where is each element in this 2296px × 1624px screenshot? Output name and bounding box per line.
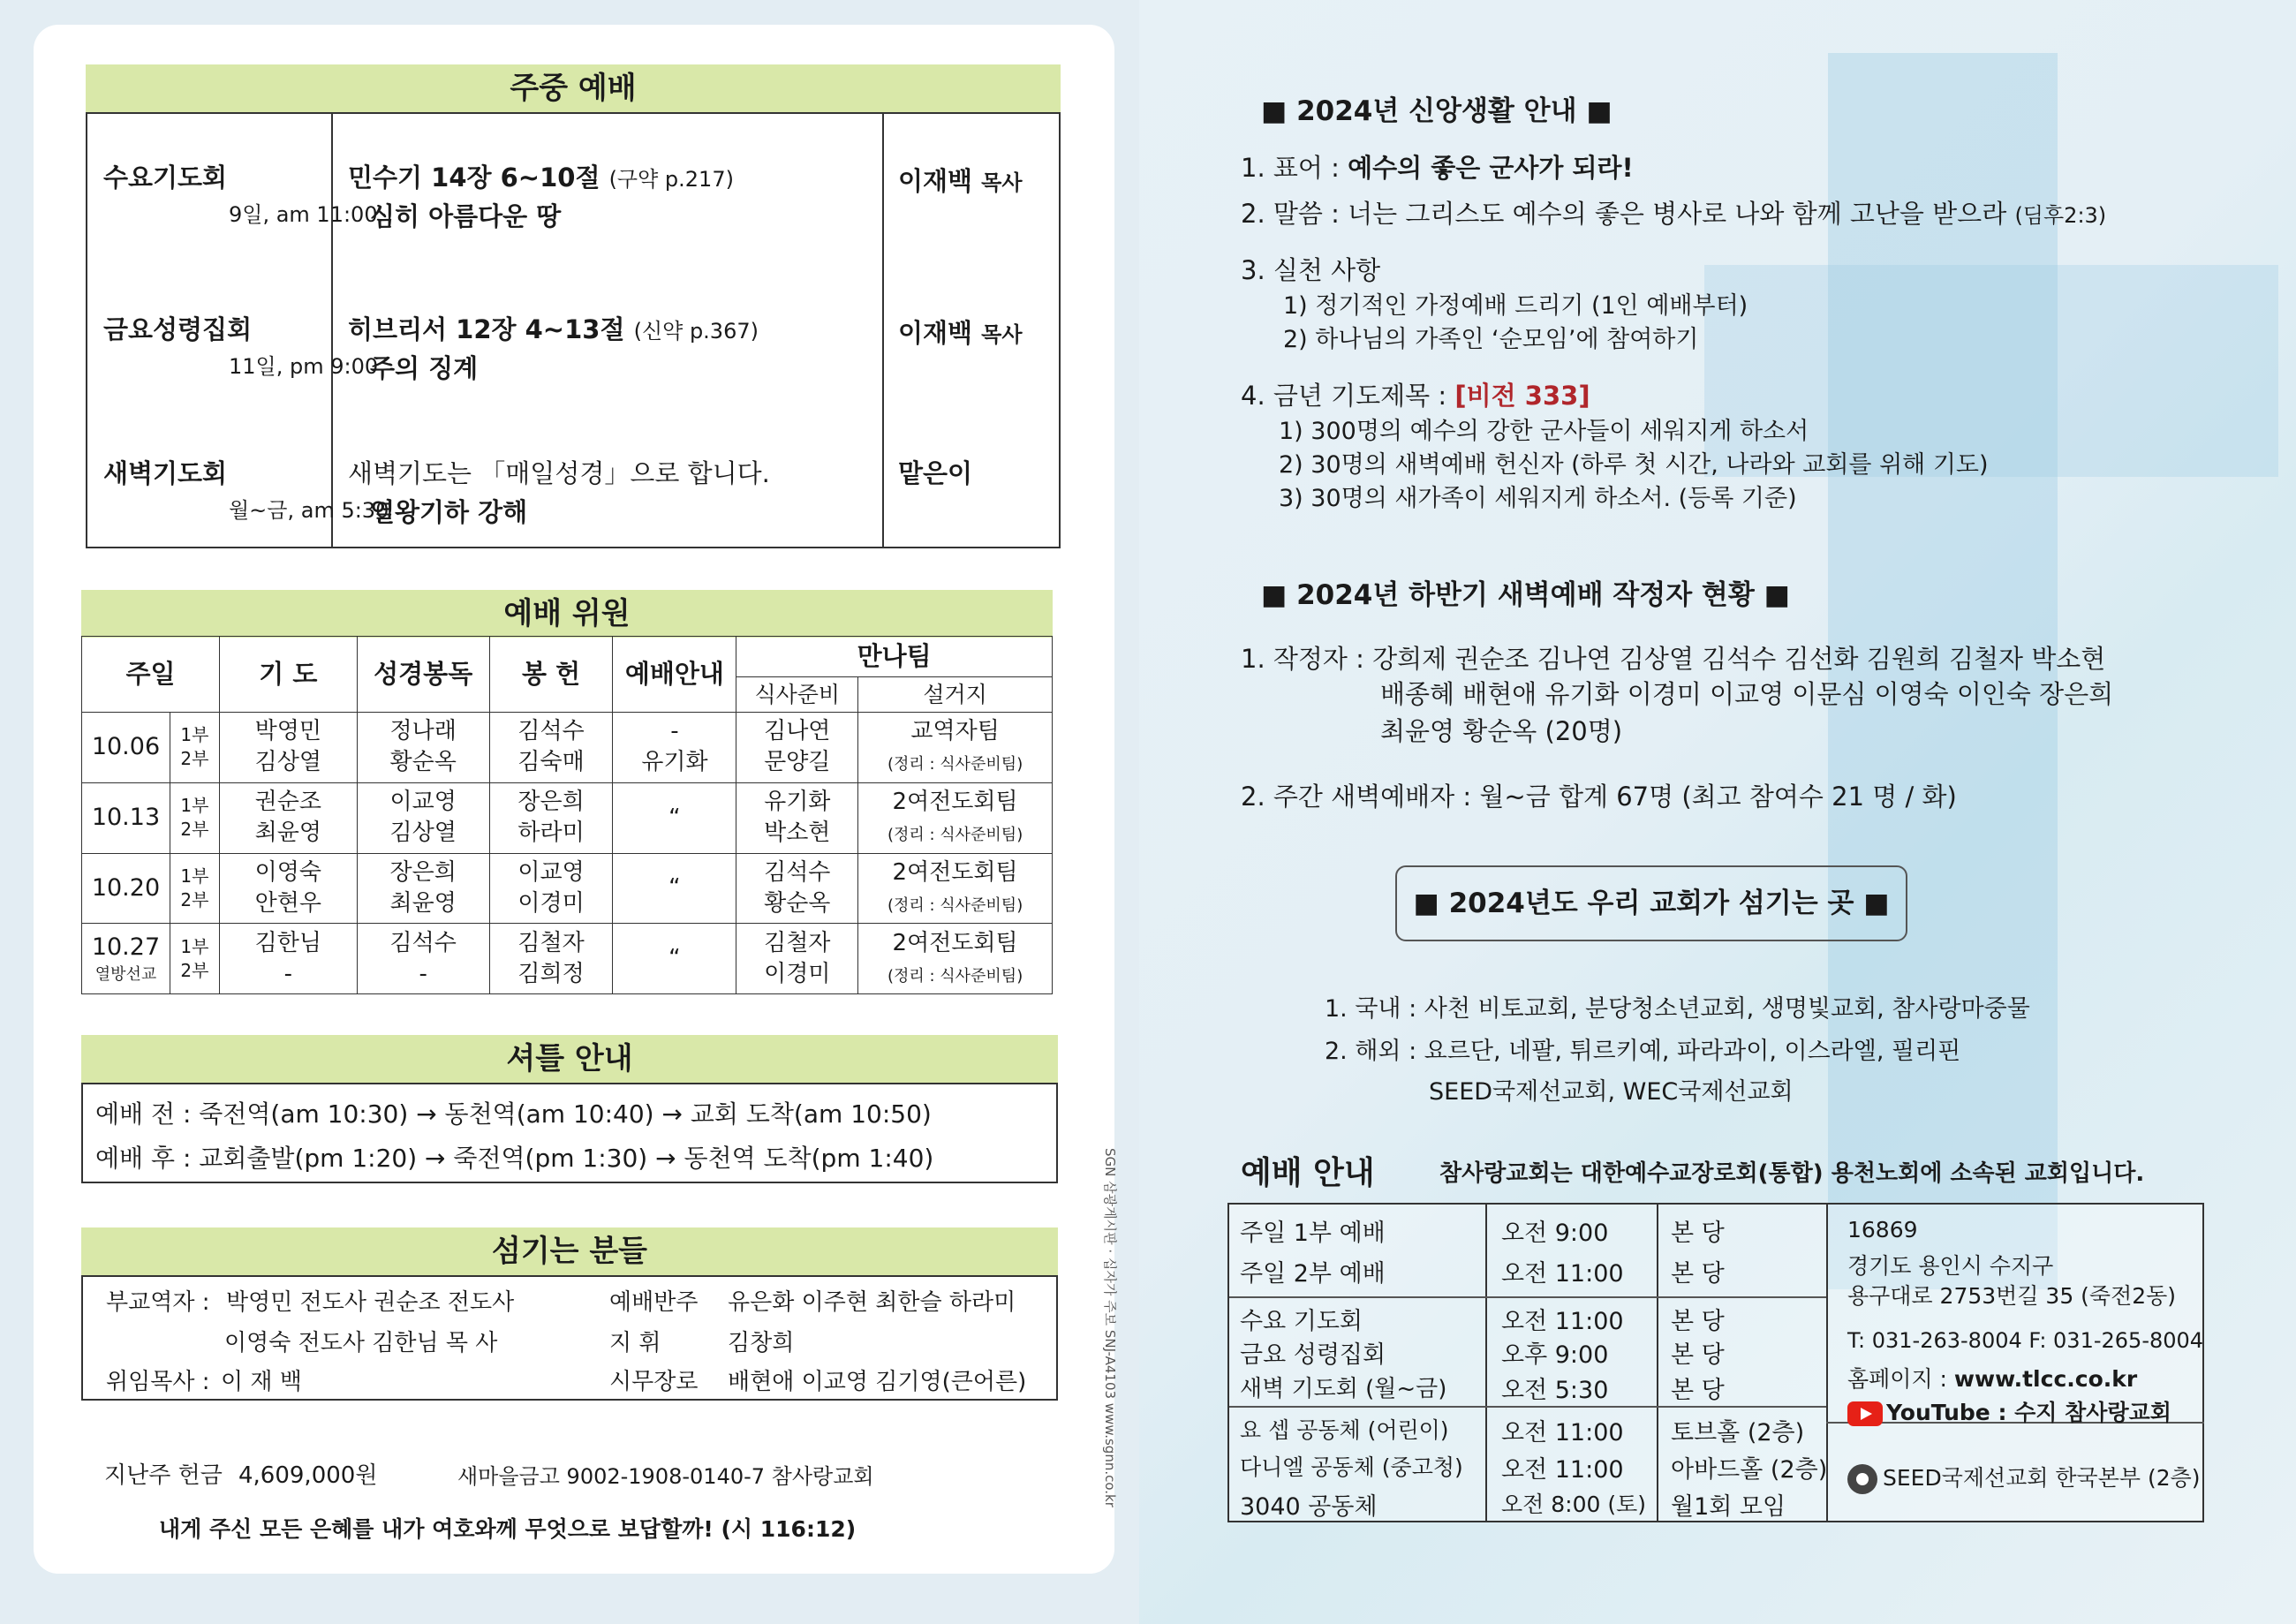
svc-time: 오전 9:00: [1501, 1220, 1609, 1247]
services-table: [1227, 1203, 2204, 1522]
staff-table-wrap: [81, 636, 1053, 994]
row-date: 10.13: [82, 782, 170, 853]
servants-box: [81, 1275, 1058, 1401]
header-day: 주일: [82, 637, 220, 713]
svc-name: 요 셉 공동체 (어린이): [1240, 1417, 1449, 1443]
svc-place: 아바드홀 (2층): [1671, 1456, 1828, 1484]
svc-place: 월1회 모임: [1671, 1493, 1786, 1521]
svc-name: 금요 성령집회: [1240, 1341, 1386, 1369]
senior-pastor: 이 재 백: [221, 1369, 302, 1395]
faith-word: 2. 말씀 : 너는 그리스도 예수의 좋은 병사로 나와 함께 고난을 받으라 (딤후2:3): [1241, 199, 2107, 229]
worship-row-wednesday: [87, 158, 1059, 299]
svc-name: 수요 기도회: [1240, 1308, 1363, 1335]
servants-title: 섬기는 분들: [81, 1227, 1058, 1275]
scripture-ref: 히브리서 12장 4~13절 (신약 p.367): [348, 314, 759, 344]
preacher: 이재백 목사: [898, 318, 1023, 348]
assoc-line1: 박영민 전도사 권순조 전도사: [226, 1289, 515, 1316]
weekday-worship-title: 주중 예배: [86, 64, 1061, 112]
row-date: 10.20: [82, 853, 170, 924]
header-reading: 성경봉독: [357, 637, 489, 713]
zip-code: 16869: [1847, 1217, 1918, 1243]
conductor: 김창희: [728, 1330, 795, 1356]
svc-place: 본 당: [1671, 1260, 1725, 1288]
staff-row: 10.13 1부 2부 권순조 최윤영 이교영 김상열 장은희 하라미 “ 유기화 박소현 2여전도회팀 (정리 : 식사준비팀): [82, 782, 1053, 853]
bible-verse: 내게 주신 모든 은혜를 내가 여호와께 무엇으로 보답할까! (시 116:12): [159, 1516, 857, 1542]
svc-place: 토브홀 (2층): [1671, 1419, 1805, 1446]
youtube-icon: [1847, 1401, 1883, 1426]
faith-title: ■ 2024년 신앙생활 안내 ■: [1261, 95, 1612, 127]
weekday-worship-table: [86, 112, 1061, 548]
svc-time: 오전 5:30: [1501, 1377, 1609, 1404]
header-team: 만나팀: [736, 637, 1053, 677]
assoc-label: 부교역자 :: [106, 1289, 210, 1316]
row-date: 10.27 열방선교: [82, 924, 170, 994]
assoc-line2: 이영숙 전도사 김한님 목 사: [224, 1330, 498, 1356]
serve-title: ■ 2024년도 우리 교회가 섬기는 곳 ■: [1395, 865, 1907, 941]
preacher: 이재백 목사: [898, 166, 1023, 196]
staff-row: 10.06 1부 2부 박영민 김상열 정나래 황순옥 김석수 김숙매 - 유기화 김나연 문양길 교역자팀 (정리 : 식사준비팀): [82, 713, 1053, 783]
address-line1: 경기도 용인시 수지구: [1847, 1253, 2054, 1279]
sermon-title: 주의 징계: [370, 353, 479, 383]
faith-prayer: 4. 금년 기도제목 : [비전 333]: [1241, 381, 1590, 411]
shuttle-title: 셔틀 안내: [81, 1035, 1058, 1083]
dawn-list-1: 1. 작정자 : 강희제 권순조 김나연 김상열 김석수 김선화 김원희 김철자 박소현: [1241, 644, 2106, 674]
svc-place: 본 당: [1671, 1220, 1725, 1247]
seed-logo-icon: [1847, 1464, 1877, 1494]
serve-abroad: 2. 해외 : 요르단, 네팔, 튀르키예, 파라과이, 이스라엘, 필리핀: [1325, 1038, 1961, 1065]
printer-credit: SGN 삼광게시판 · 십자가 주보 SNJ-A4103 www.sgnn.co.kr: [1102, 1148, 1118, 1507]
scripture-ref: 새벽기도는 「매일성경」으로 합니다.: [348, 458, 770, 488]
svc-time: 오전 11:00: [1501, 1419, 1624, 1446]
header-dishes: 설거지: [858, 677, 1053, 713]
office: 배현애 이교영 김기영(큰어른): [728, 1369, 1027, 1395]
header-meal: 식사준비: [736, 677, 858, 713]
conductor-label: 지 휘: [609, 1330, 661, 1356]
serve-domestic: 1. 국내 : 사천 비토교회, 분당청소년교회, 생명빛교회, 참사랑마중물: [1325, 995, 2030, 1023]
dawn-list-3: 최윤영 황순옥 (20명): [1380, 716, 1623, 746]
offering-amount: 4,609,000원: [238, 1462, 378, 1489]
staff-row: 10.27 열방선교 1부 2부 김한님 - 김석수 - 김철자 김희정 “ 김철자 이경미 2여전도회팀 (정리 : 식사준비팀): [82, 924, 1053, 994]
dawn-weekly: 2. 주간 새벽예배자 : 월~금 합계 67명 (최고 참여수 21 명 / 화): [1241, 782, 1957, 812]
service-time: 9일, am 11:00: [229, 202, 378, 227]
address-line2: 용구대로 2753번길 35 (죽전2동): [1847, 1283, 2177, 1309]
faith-prayer-3: 3) 30명의 새가족이 세워지게 하소서. (등록 기준): [1279, 485, 1797, 512]
worship-row-dawn: [87, 454, 1059, 542]
faith-practice-1: 1) 정기적인 가정예배 드리기 (1인 예배부터): [1283, 292, 1748, 320]
service-name: 수요기도회: [103, 162, 228, 193]
service-time: 월~금, am 5:30: [229, 498, 389, 523]
shuttle-before: 예배 전 : 죽전역(am 10:30) → 동천역(am 10:40) → 교회 도착(am 10:50): [95, 1099, 932, 1129]
sermon-title: 열왕기하 강해: [370, 497, 528, 527]
svc-name: 3040 공동체: [1240, 1493, 1378, 1521]
header-offering: 봉 헌: [489, 637, 613, 713]
youtube-link[interactable]: YouTube : 수지 참사랑교회: [1847, 1395, 2171, 1427]
svc-time: 오후 9:00: [1501, 1341, 1609, 1369]
svc-place: 본 당: [1671, 1341, 1725, 1369]
header-prayer: 기 도: [219, 637, 357, 713]
service-name: 새벽기도회: [103, 458, 228, 488]
faith-prayer-2: 2) 30명의 새벽예배 헌신자 (하루 첫 시간, 나라와 교회를 위해 기도): [1279, 451, 1989, 479]
faith-practice-2: 2) 하나님의 가족인 ‘순모임’에 참여하기: [1283, 326, 1699, 353]
shuttle-box: [81, 1083, 1058, 1183]
service-name: 금요성령집회: [103, 314, 253, 344]
svc-name: 다니엘 공동체 (중고청): [1240, 1454, 1463, 1480]
staff-table: [81, 636, 1053, 994]
svc-time: 오전 8:00 (토): [1501, 1492, 1646, 1517]
header-guide: 예배안내: [613, 637, 736, 713]
staff-title: 예배 위원: [81, 590, 1053, 638]
svc-time: 오전 11:00: [1501, 1260, 1624, 1288]
faith-prayer-1: 1) 300명의 예수의 강한 군사들이 세워지게 하소서: [1279, 418, 1809, 445]
seed-mission: SEED국제선교회 한국본부 (2층): [1847, 1461, 2201, 1494]
church-affiliation: 참사랑교회는 대한예수교장로회(통합) 용천노회에 소속된 교회입니다.: [1439, 1160, 2145, 1187]
svc-name: 주일 2부 예배: [1240, 1260, 1386, 1288]
accomp-label: 예배반주: [609, 1289, 699, 1316]
faith-practice: 3. 실천 사항: [1241, 255, 1381, 285]
faith-motto: 1. 표어 : 예수의 좋은 군사가 되라!: [1241, 153, 1634, 183]
svc-name: 주일 1부 예배: [1240, 1220, 1386, 1247]
preacher: 맡은이: [898, 458, 973, 488]
row-date: 10.06: [82, 713, 170, 783]
sermon-title: 심히 아름다운 땅: [370, 201, 562, 231]
accomp: 유은화 이주현 최한슬 하라미: [728, 1289, 1016, 1316]
dawn-list-2: 배종혜 배현애 유기화 이경미 이교영 이문심 이영숙 이인숙 장은희: [1380, 679, 2114, 709]
serve-abroad-2: SEED국제선교회, WEC국제선교회: [1429, 1078, 1794, 1106]
svc-place: 본 당: [1671, 1377, 1725, 1404]
homepage[interactable]: 홈페이지 : www.tlcc.co.kr: [1847, 1366, 2138, 1392]
senior-label: 위임목사 :: [106, 1369, 210, 1395]
staff-row: 10.20 1부 2부 이영숙 안현우 장은희 최윤영 이교영 이경미 “ 김석수 황순옥 2여전도회팀 (정리 : 식사준비팀): [82, 853, 1053, 924]
scripture-ref: 민수기 14장 6~10절 (구약 p.217): [348, 162, 734, 193]
office-label: 시무장로: [609, 1369, 699, 1395]
services-title: 예배 안내: [1241, 1155, 1375, 1191]
svc-time: 오전 11:00: [1501, 1308, 1624, 1335]
dawn-title: ■ 2024년 하반기 새벽예배 작정자 현황 ■: [1261, 579, 1790, 611]
worship-row-friday: [87, 310, 1059, 451]
svc-time: 오전 11:00: [1501, 1456, 1624, 1484]
svc-place: 본 당: [1671, 1308, 1725, 1335]
offering-account: 새마을금고 9002-1908-0140-7 참사랑교회: [457, 1464, 874, 1489]
svc-name: 새벽 기도회 (월~금): [1240, 1376, 1447, 1402]
service-time: 11일, pm 9:00: [229, 354, 379, 379]
shuttle-after: 예배 후 : 교회출발(pm 1:20) → 죽전역(pm 1:30) → 동천역 도착(pm 1:40): [95, 1144, 934, 1173]
offering-label: 지난주 헌금: [104, 1462, 223, 1489]
phone-fax: T: 031-263-8004 F: 031-265-8004: [1847, 1328, 2204, 1353]
